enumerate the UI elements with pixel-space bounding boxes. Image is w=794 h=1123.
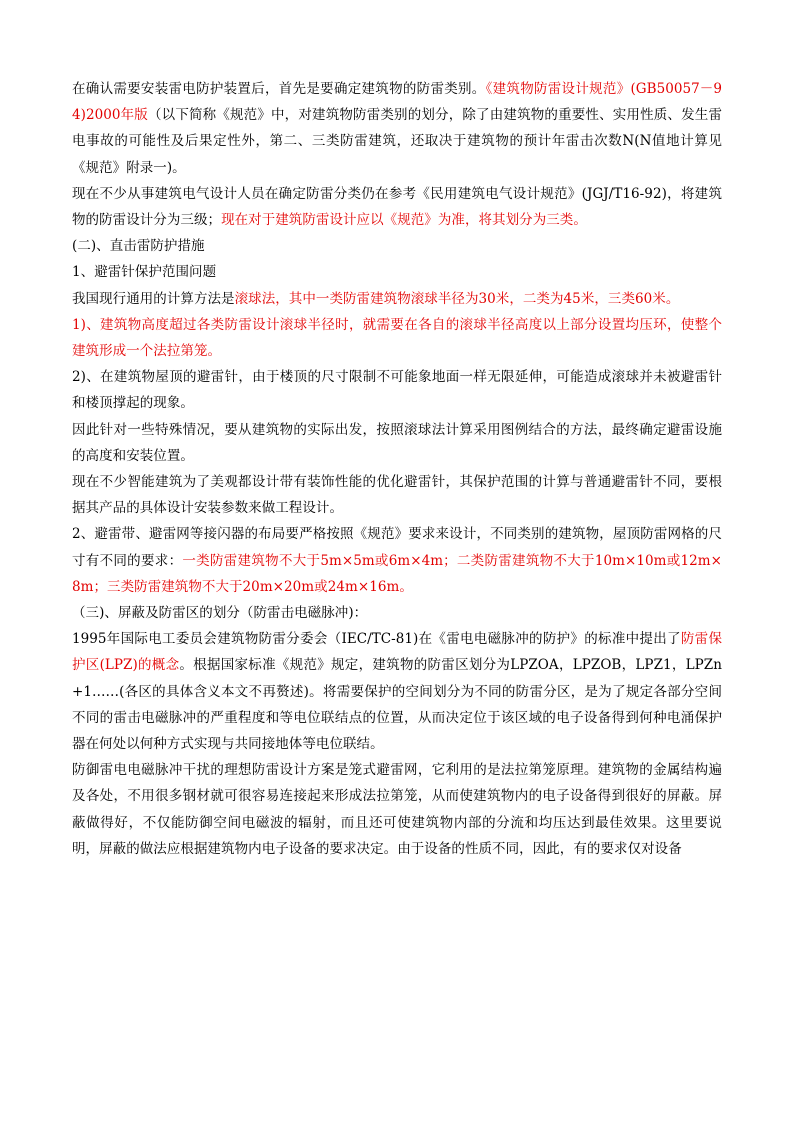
highlighted-segment: 1)、建筑物高度超过各类防雷设计滚球半径时，就需要在各自的滚球半径高度以上部分设置均压环，使整个建筑形成一个法拉第笼。: [72, 316, 722, 360]
paragraph-grid-size-requirements: [72, 521, 722, 600]
text-segment: 1995年国际电工委员会建筑物防雷分委会（IEC/TC-81)在《雷电电磁脉冲的防护》的标准中提出了: [72, 631, 681, 648]
subheading-lightning-rod-range: [72, 259, 722, 285]
paragraph-design-classification: [72, 181, 722, 233]
highlighted-segment: 一类防雷建筑物不大于5m×5m或6m×4m；二类防雷建筑物不大于10m×10m或12m×8m；三类防雷建筑物不大于20m×20m或24m×16m。: [72, 552, 722, 595]
paragraph-special-cases: [72, 417, 722, 469]
text-segment: （三)、屏蔽及防雷区的划分（防雷击电磁脉冲)：: [72, 605, 368, 622]
text-segment: 。根据国家标准《规范》规定，建筑物的防雷区划分为LPZOA，LPZOB，LPZ1，LPZn+1……(各区的具体含义本文不再赘述)。将需要保护的空间划分为不同的防雷分区，是为了规定各部分空间不同的雷击电磁脉冲的严重程度和等电位联结点的位置，从而决定位于该区域的电子设备得到何种电涌保护器在何处以何种方式实现与共同接地体等电位联结。: [72, 657, 722, 753]
highlighted-segment: 《建筑物防雷设计规范》(GB50057－94)2000年版: [72, 81, 722, 124]
paragraph-lpz-concept: [72, 626, 722, 757]
text-segment: 因此针对一些特殊情况，要从建筑物的实际出发，按照滚球法计算采用图例结合的方法，最终确定避雷设施的高度和安装位置。: [72, 421, 722, 464]
paragraph-rolling-sphere-method: [72, 286, 722, 312]
highlighted-segment: 现在对于建筑防雷设计应以《规范》为准，将其划分为三类。: [221, 212, 587, 229]
text-segment: 在确认需要安装雷电防护装置后，首先是要确定建筑物的防雷类别。: [72, 81, 486, 97]
text-segment: 2)、在建筑物屋顶的避雷针，由于楼顶的尺寸限制不可能象地面一样无限延伸，可能造成滚球并未被避雷针和楼顶撑起的现象。: [72, 369, 722, 412]
text-segment: 现在不少智能建筑为了美观都设计带有装饰性能的优化避雷针，其保护范围的计算与普通避雷针不同，要根据其产品的具体设计安装参数来做工程设计。: [72, 474, 722, 517]
paragraph-roof-lightning-rod: [72, 364, 722, 416]
text-segment: 我国现行通用的计算方法是: [72, 290, 235, 307]
text-segment: 2、避雷带、避雷网等接闪器的布局要严格按照《规范》要求来设计，不同类别的建筑物，屋顶防雷网格的尺寸有不同的要求：: [72, 526, 722, 569]
paragraph-equalizing-ring: [72, 312, 722, 364]
section-heading-shielding-zones: [72, 600, 722, 626]
highlighted-segment: 防雷保护区(LPZ)的概念: [72, 631, 722, 674]
highlighted-segment: 滚球法，其中一类防雷建筑物滚球半径为30米，二类为45米，三类60米。: [234, 290, 680, 307]
text-segment: （以下简称《规范》中，对建筑物防雷类别的划分，除了由建筑物的重要性、实用性质、发生雷电事故的可能性及后果定性外，第二、三类防雷建筑，还取决于建筑物的预计年雷击次数N(N值地计算见《规范》附录一)。: [72, 107, 722, 176]
text-segment: 防御雷电电磁脉冲干扰的理想防雷设计方案是笼式避雷网，它利用的是法拉第笼原理。建筑物的金属结构遍及各处，不用很多钢材就可很容易连接起来形成法拉第笼，从而使建筑物内的电子设备得到很好的屏蔽。屏蔽做得好，不仅能防御空间电磁波的辐射，而且还可使建筑物内部的分流和均压达到最佳效果。这里要说明，屏蔽的做法应根据建筑物内电子设备的要求决定。由于设备的性质不同，因此，有的要求仅对设备: [72, 762, 722, 857]
text-segment: 1、避雷针保护范围问题: [72, 264, 217, 281]
text-segment: (二)、直击雷防护措施: [72, 238, 205, 255]
document-page: [72, 76, 722, 862]
paragraph-protection-category: [72, 76, 722, 181]
text-segment: 现在不少从事建筑电气设计人员在确定防雷分类仍在参考《民用建筑电气设计规范》(JGJ/T16-92)，将建筑物的防雷设计分为三级；: [72, 185, 722, 229]
section-heading-direct-lightning: [72, 233, 722, 259]
paragraph-optimized-lightning-rod: [72, 469, 722, 521]
paragraph-faraday-cage: [72, 757, 722, 862]
